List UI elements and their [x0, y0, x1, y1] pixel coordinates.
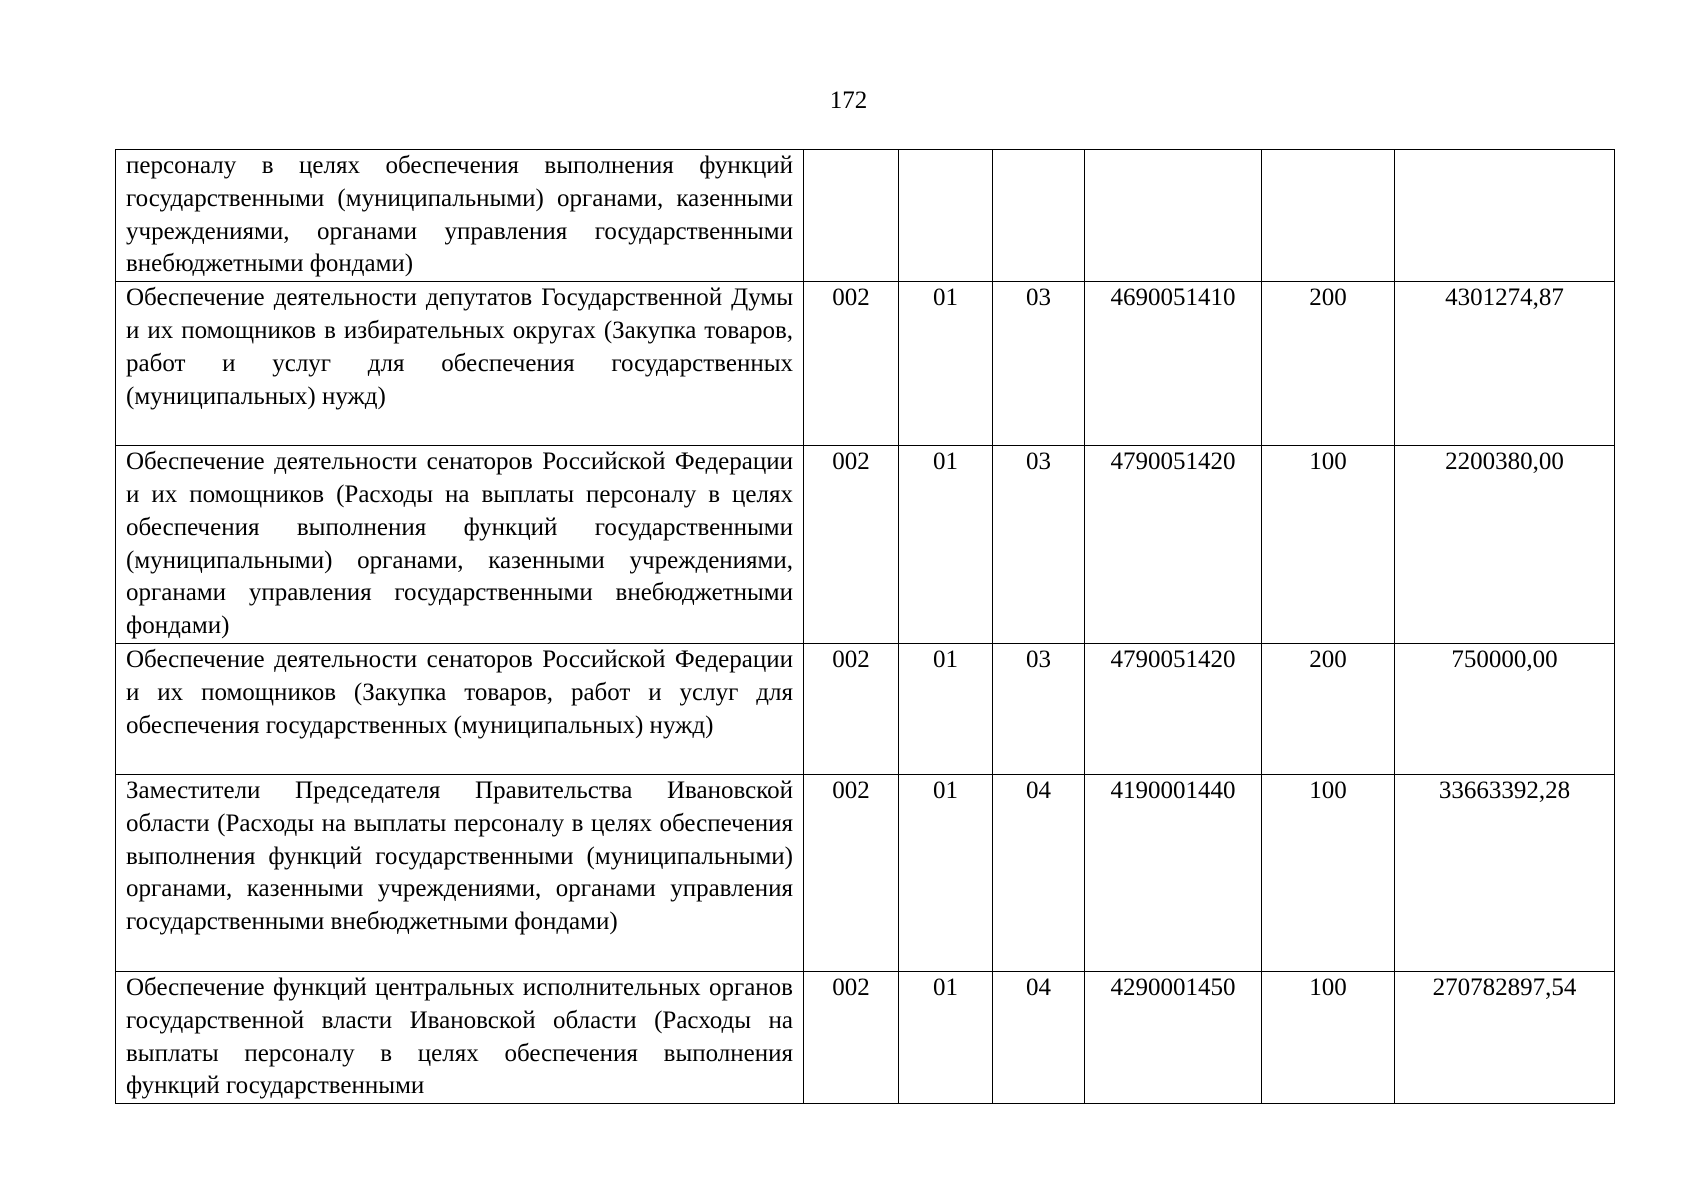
- row-description: Обеспечение деятельности сенаторов Российской Федерации и их помощников (Закупка товаров, работ и услуг для обеспечения государственных (муниципальных) нужд): [116, 643, 804, 774]
- table-row: [116, 774, 1615, 971]
- section-code: 01: [899, 643, 993, 774]
- row-description: персоналу в целях обеспечения выполнения функций государственными (муниципальными) органами, казенными учреждениями, органами управления государственными внебюджетными фондами): [116, 150, 804, 282]
- amount-value: 270782897,54: [1395, 971, 1615, 1103]
- row-description: Обеспечение функций центральных исполнительных органов государственной власти Ивановской области (Расходы на выплаты персоналу в целях обеспечения выполнения функций государственными: [116, 971, 804, 1103]
- target-article-code: [1085, 150, 1262, 282]
- table-row: [116, 446, 1615, 644]
- ministry-code: [804, 150, 899, 282]
- expense-type-code: 200: [1262, 643, 1395, 774]
- page-number: 172: [829, 87, 868, 114]
- subsection-code: 04: [993, 971, 1085, 1103]
- row-description: Заместители Председателя Правительства Ивановской области (Расходы на выплаты персоналу в целях обеспечения выполнения функций государственными (муниципальными) органами, казенными учреждениями, органами управления государственными внебюджетными фондами): [116, 774, 804, 971]
- subsection-code: [993, 150, 1085, 282]
- amount-value: 2200380,00: [1395, 446, 1615, 644]
- ministry-code: 002: [804, 643, 899, 774]
- ministry-code: 002: [804, 282, 899, 446]
- section-code: [899, 150, 993, 282]
- ministry-code: 002: [804, 446, 899, 644]
- table-row: [116, 643, 1615, 774]
- target-article-code: 4190001440: [1085, 774, 1262, 971]
- subsection-code: 03: [993, 446, 1085, 644]
- row-description: Обеспечение деятельности депутатов Государственной Думы и их помощников в избирательных округах (Закупка товаров, работ и услуг для обеспечения государственных (муниципальных) нужд): [116, 282, 804, 446]
- table-row: [116, 150, 1615, 282]
- target-article-code: 4790051420: [1085, 446, 1262, 644]
- target-article-code: 4690051410: [1085, 282, 1262, 446]
- section-code: 01: [899, 446, 993, 644]
- table-row: [116, 971, 1615, 1103]
- amount-value: 750000,00: [1395, 643, 1615, 774]
- section-code: 01: [899, 971, 993, 1103]
- amount-value: 33663392,28: [1395, 774, 1615, 971]
- section-code: 01: [899, 774, 993, 971]
- subsection-code: 03: [993, 643, 1085, 774]
- amount-value: 4301274,87: [1395, 282, 1615, 446]
- budget-table: [115, 149, 1615, 1104]
- ministry-code: 002: [804, 971, 899, 1103]
- ministry-code: 002: [804, 774, 899, 971]
- expense-type-code: 100: [1262, 774, 1395, 971]
- expense-type-code: 100: [1262, 971, 1395, 1103]
- section-code: 01: [899, 282, 993, 446]
- row-description: Обеспечение деятельности сенаторов Российской Федерации и их помощников (Расходы на выплаты персоналу в целях обеспечения выполнения функций государственными (муниципальными) органами, казенными учреждениями, органами управления государственными внебюджетными фондами): [116, 446, 804, 644]
- target-article-code: 4790051420: [1085, 643, 1262, 774]
- expense-type-code: 100: [1262, 446, 1395, 644]
- subsection-code: 04: [993, 774, 1085, 971]
- table-body: [116, 150, 1615, 1104]
- table-row: [116, 282, 1615, 446]
- expense-type-code: 200: [1262, 282, 1395, 446]
- expense-type-code: [1262, 150, 1395, 282]
- subsection-code: 03: [993, 282, 1085, 446]
- amount-value: [1395, 150, 1615, 282]
- target-article-code: 4290001450: [1085, 971, 1262, 1103]
